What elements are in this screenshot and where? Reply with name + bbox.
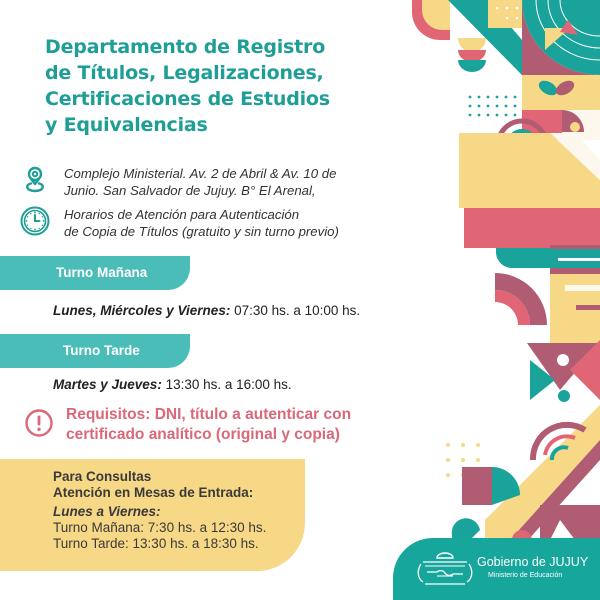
address-line: Complejo Ministerial. Av. 2 de Abril & Av. 10 de — [64, 166, 337, 181]
schedule-days: Martes y Jueves: — [53, 377, 162, 392]
hours-info-line: Horarios de Atención para Autenticación — [64, 207, 300, 222]
title-line: de Títulos, Legalizaciones, — [45, 62, 324, 84]
requirements-line: Requisitos: DNI, título a autenticar con — [66, 406, 352, 423]
requirements-text — [66, 405, 351, 445]
address-line: Junio. San Salvador de Jujuy. B° El Arenal, — [64, 183, 316, 198]
org-name: Gobierno de JUJUY — [477, 555, 589, 569]
clock-icon — [20, 206, 50, 236]
address-text — [64, 165, 336, 199]
consultas-heading: Para Consultas — [53, 469, 152, 484]
schedule-time: 13:30 hs. a 16:00 hs. — [161, 377, 292, 392]
shift-badge-afternoon — [0, 334, 190, 368]
hours-info-line: de Copia de Títulos (gratuito y sin turno previo) — [64, 224, 339, 239]
address-row — [20, 165, 336, 199]
consultas-days: Lunes a Viernes: — [53, 504, 161, 519]
schedule-days: Lunes, Miércoles y Viernes: — [53, 303, 231, 318]
footer-band — [393, 538, 600, 600]
consultas-subheading: Atención en Mesas de Entrada: — [53, 485, 254, 500]
decorative-pattern — [400, 0, 600, 600]
title-line: y Equivalencias — [45, 114, 208, 136]
schedule-afternoon — [53, 377, 292, 392]
schedule-time: 07:30 hs. a 10:00 hs. — [230, 303, 361, 318]
shift-label: Turno Mañana — [56, 265, 148, 280]
title-line: Departamento de Registro — [45, 36, 326, 58]
page-title — [45, 34, 405, 138]
consultas-morning: Turno Mañana: 7:30 hs. a 12:30 hs. — [53, 520, 267, 535]
gobierno-jujuy-logo — [415, 548, 475, 590]
consultas-panel — [0, 459, 305, 571]
hours-info-row — [20, 206, 339, 240]
alert-circle-icon — [24, 408, 54, 438]
shift-label: Turno Tarde — [63, 343, 140, 358]
requirements-line: certificado analítico (original y copia) — [66, 426, 340, 443]
schedule-morning — [53, 303, 360, 318]
consultas-afternoon: Turno Tarde: 13:30 hs. a 18:30 hs. — [53, 536, 259, 551]
hours-info-text — [64, 206, 339, 240]
requirements — [24, 405, 351, 445]
title-line: Certificaciones de Estudios — [45, 88, 330, 110]
location-pin-icon — [20, 165, 50, 195]
shift-badge-morning — [0, 256, 190, 290]
ministry-name: Ministerio de Educación — [488, 572, 563, 579]
